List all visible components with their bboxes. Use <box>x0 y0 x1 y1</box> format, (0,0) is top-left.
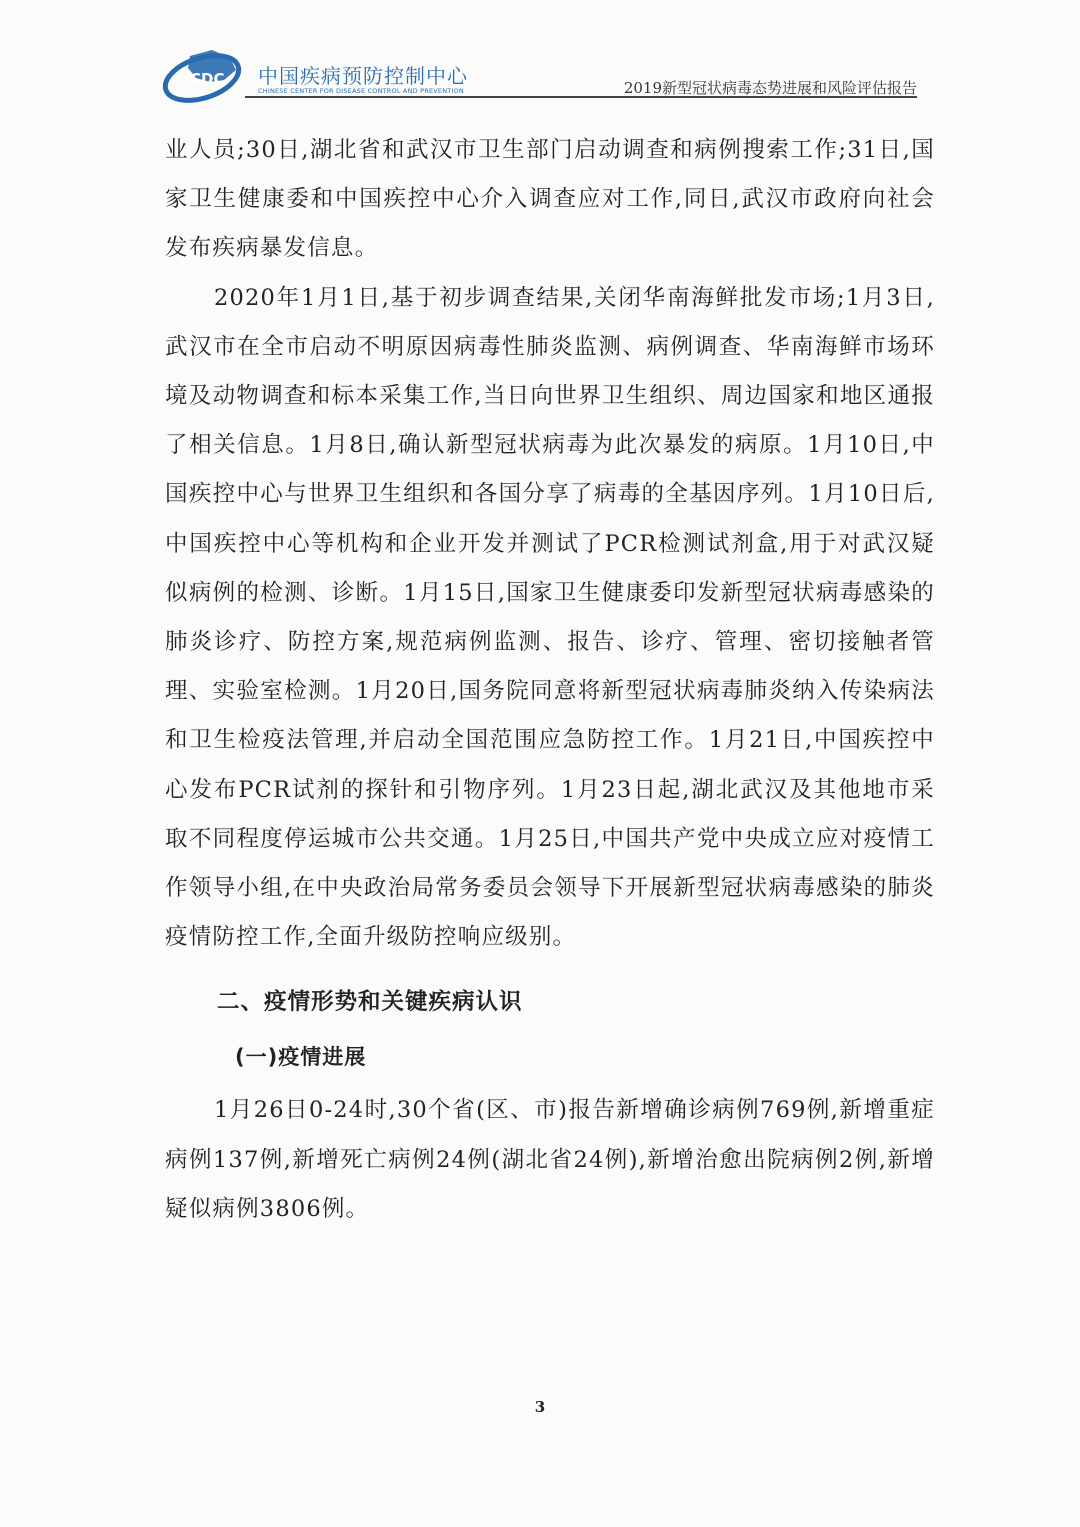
org-name-en: CHINESE CENTER FOR DISEASE CONTROL AND PREVENTION <box>258 87 464 95</box>
org-name: 中国疾病预防控制中心 <box>258 64 468 88</box>
header-divider <box>245 96 917 98</box>
body-paragraph: 业人员;30日,湖北省和武汉市卫生部门启动调查和病例搜索工作;31日,国家卫生健康委和中国疾控中心介入调查应对工作,同日,武汉市政府向社会发布疾病暴发信息。 <box>165 137 935 262</box>
page-header <box>0 0 1080 110</box>
page-number: 3 <box>534 1398 546 1416</box>
subsection-heading: (一)疫情进展 <box>235 1045 367 1070</box>
logo-text: CDC <box>190 70 225 88</box>
body-paragraph: 1月26日0-24时,30个省(区、市)报告新增确诊病例769例,新增重症病例137例,新增死亡病例24例(湖北省24例),新增治愈出院病例2例,新增疑似病例3806例。 <box>165 1097 935 1222</box>
report-title: 2019新型冠状病毒态势进展和风险评估报告 <box>623 79 917 97</box>
section-heading: 二、疫情形势和关键疾病认识 <box>217 989 523 1016</box>
report-body <box>165 126 935 1234</box>
body-paragraph: 2020年1月1日,基于初步调查结果,关闭华南海鲜批发市场;1月3日,武汉市在全市启动不明原因病毒性肺炎监测、病例调查、华南海鲜市场环境及动物调查和标本采集工作,当日向世界卫生组织、周边国家和地区通报了相关信息。1月8日,确认新型冠状病毒为此次暴发的病原。1月10日,中国疾控中心与世界卫生组织和各国分享了病毒的全基因序列。1月10日后,中国疾控中心等机构和企业开发并测试了PCR检测试剂盒,用于对武汉疑似病例的检测、诊断。1月15日,国家卫生健康委印发新型冠状病毒感染的肺炎诊疗、防控方案,规范病例监测、报告、诊疗、管理、密切接触者管理、实验室检测。1月20日,国务院同意将新型冠状病毒肺炎纳入传染病法和卫生检疫法管理,并启动全国范围应急防控工作。1月21日,中国疾控中心发布PCR试剂的探针和引物序列。1月23日起,湖北武汉及其他地市采取不同程度停运城市公共交通。1月25日,中国共产党中央成立应对疫情工作领导小组,在中央政治局常务委员会领导下开展新型冠状病毒感染的肺炎疫情防控工作,全面升级防控响应级别。 <box>165 284 935 951</box>
cdc-logo-icon <box>160 44 250 104</box>
